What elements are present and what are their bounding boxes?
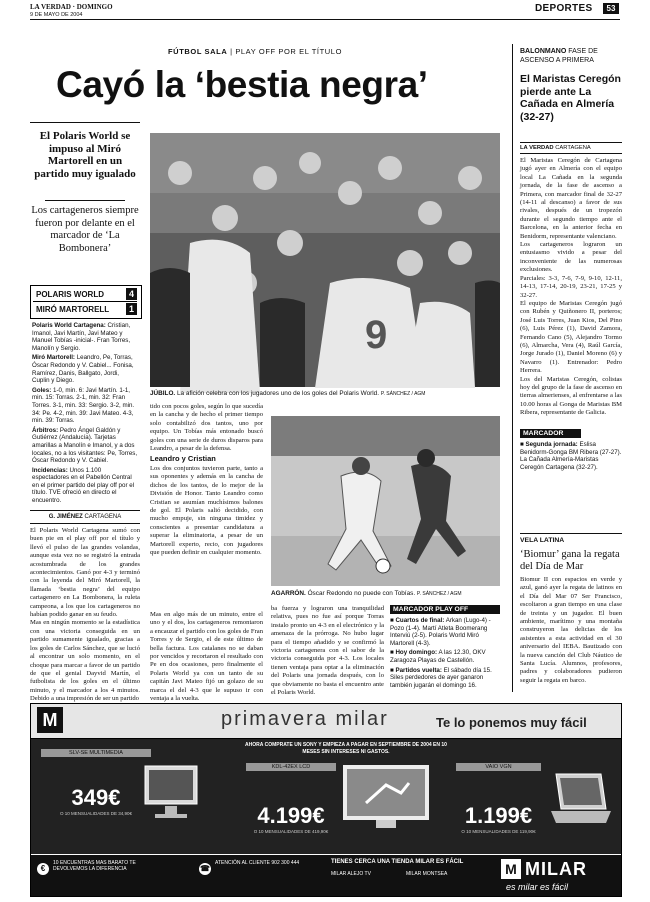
playoff-item: ■ Hoy domingo: A las 12.30, OKV Zaragoza Playas de Castellón. — [390, 649, 486, 664]
kicker-topic: FÚTBOL SALA — [168, 47, 228, 56]
side-score-box: MARCADOR ■ Segunda jornada: Eslisa Benidorm-Gonga BM Ribera (27-27). La Cañada Almería-Maristas Ceregón Cartagena (32-27). — [520, 430, 622, 471]
ad-slogan: Te lo ponemos muy fácil — [436, 715, 587, 730]
playoff-item: ■ Cuartos de final: Arkan (Lugo-4) - Pozo (1-4). Martí Atleta Boomerang Interviú (2-5). Polaris World Miró Martorell (4-3). — [390, 617, 491, 647]
team-name: POLARIS WORLD — [36, 290, 104, 299]
kicker-sub: PLAY OFF POR EL TÍTULO — [235, 47, 343, 56]
milar-m-icon: M — [37, 707, 63, 733]
story-col-2b: Mas en algo más de un minuto, entre el uno y el dos, los cartageneros remontaron a encauzar el partido con los goles de Fran Torres y de Sergio, el de este último de bella factura. Los catalanes no se daban por vencidos y recortaron el resultado con Pe en dos ocasiones, pero finalmente el Polaris World ya con un tanto de su capitán Javi Mateo fijó un golazo de su marca el del 4-3 que le supuso ir con ventaja a la vuelta. — [150, 611, 263, 703]
product-card[interactable] — [41, 749, 151, 844]
vela-headline: ‘Biomur’ gana la regata del Día de Mar — [520, 549, 620, 572]
product-price: 4.199€ — [257, 803, 325, 828]
fact-item: Polaris World Cartagena: Cristian, Imanol, Javi Martín, Javi Mateo y Manuel Tobías -inicial-. Fran Torres, Manolín y Sergio. — [32, 322, 131, 352]
laptop-image — [546, 769, 616, 829]
photo2-caption: AGARRÓN. Óscar Redondo no puede con Tobías. P. SÁNCHEZ / AGM — [271, 590, 462, 597]
subheadline-2: Los cartageneros siempre fueron por delante en el marcador de ‘La Bombonera’ — [31, 205, 139, 254]
story-col-2-top: tido con pocos goles, según lo que sucedía en la cancha y de hecho el primer tiempo solo contabilizó dos tantos, uno por equipo. Un Tobías más entonado buscó goles con una serie de duros disparos para Leandro, a pesar de la defensa. — [150, 403, 263, 453]
product-tag: SLV-SE MULTIMEDIA — [41, 749, 151, 757]
vela-kicker: VELA LATINA — [520, 537, 565, 544]
match-facts — [32, 322, 138, 505]
score-row — [33, 288, 137, 302]
story-col-3: ba fuerza y lograron una tranquilidad relativa, pues no fue así porque Torras instalo pronto un 4-3 en el electrónico y la amenaza de la prórroga. No hubo lugar para el tiempo añadido y se confirmó la victoria cartagenera con el sabor de la victoria conseguida por 4-3. Los locales tienen ventaja para optar a la eliminación del Polaris una jornada después, con lo que obviamente no basta el encuentro ante el Polaris World. — [271, 605, 384, 697]
page-number: 53 — [603, 3, 619, 14]
playoff-item: ■ Partidos vuelta: El sábado día 15. Siles perdedores de ayer ganaron también jugarán el domingo 16. — [390, 666, 492, 689]
fact-item: Goles: 1-0, min. 6: Javi Martín. 1-1, min. 15: Torras. 2-1, min. 32: Fran Torres. 3-1, min. 33: Sergio. 3-2, min. 34: Pe. 4-2, min. 39: Javi Mateo. 4-3, min. 39: Torras. — [32, 386, 135, 425]
story-col-1: El Polaris World Cartagena sumó con buen pie en el play off por el título y llevó el pulso de las grandes volandas, aunque esta vez no se registró la entrada acostumbrada de los grandes acontecimientos. Ganó por 4-3 y terminó con la leyenda del Miró Martorell, la llamada ‘bestia negra’ del equipo cartagenero en La Bombonera, la ruleta campeona, a los que los cartageneros no habían podido ganar en su feudo. Mas en ningún momento se la estadística con una victoria conseguida en un partido sumamente igualado, gracias a los goles de Carlos Sánchez, que se lució al encontrar un solo momento, en el choque para marcar a favor de un partido de que el genial Dayvid Martín, el futbolista de los goles en el último minuto, y el marcador a los 4 minutos. Debido a una impresión de ser un partido — [30, 527, 140, 703]
milar-logo-text: MILAR — [525, 859, 587, 879]
team-name: MIRÓ MARTORELL — [36, 305, 110, 314]
product-price: 1.199€ — [464, 803, 533, 828]
milar-m-icon: M — [501, 859, 521, 879]
byline: G. JIMÉNEZ CARTAGENA — [48, 514, 122, 520]
ad-footer-guarantee: 10 ENCUENTRAS MAS BARATO TE DEVOLVEMOS LA DIFERENCIA — [53, 860, 136, 872]
ad-footer-phone[interactable]: ATENCIÓN AL CLIENTE 902 300 444 — [215, 860, 300, 866]
fact-item: Árbitros: Pedro Ángel Galdón y Gutiérrez (Andalucía). Tarjetas amarillas a Manolín e Imanol, y a dos locales, no a los visitantes: Pe, Torres, Óscar Redondo y V. Cabiel. — [32, 426, 138, 465]
side-story: El Maristas Ceregón de Cartagena jugó ayer en Almería con el equipo local La Cañada en la segunda jornada, de la fase de ascenso a Primera, con marcador final de 32-27 (14-11 al descanso) a favor de sus rivales, después de un tropezón durante el segundo tiempo ante el Barcelona, en la anterior fecha en Benidorm, representante valenciano. Los cartageneros lograron un entusiasmo vivido a pesar del inconveniente de las numerosas exclusiones. Parciales: 3-3, 7-6, 7-9, 9-10, 12-11, 14-13, 17-14, 20-19, 23-21, 17-25 y 32-27. El equipo de Maristas Ceregón jugó con Rubén y Quiñonero II, porteros; José Luis Torres, Juan Kios, Del Pino (6), Luis Pérez (1), David Zamora, Fernando Cano (5), Alejandro Tormo (6), Almarcha, Vera (4), Raúl García, Jorge Jurado (1), Daniel Moreno (6) y Navarro (1). Entrenador: Pedro Herrera. Los del Maristas Ceregón, colistas hoy del grupo de la fase de ascenso en tierras almerienses, al enfrentarse a las 10.00 horas al Gonga de Maristas BM Ribera, representante de Galicia. — [520, 157, 622, 417]
celebration-photo — [150, 133, 500, 387]
main-headline: Cayó la ‘bestia negra’ — [56, 64, 428, 105]
score-box — [30, 285, 142, 319]
svg-text:9: 9 — [365, 313, 388, 357]
product-tag: VAIO VGN — [456, 763, 541, 771]
product-price: 349€ — [71, 785, 121, 810]
fact-item: Miró Martorell: Leandro, Pe, Torras, Óscar Redondo y V. Cabiel... Fonisa, Ramírez, Danis, Ballgato, Jordi, Cuplin y Diego. — [32, 354, 134, 385]
ad-banner: AHORA COMPRATE UN SONY Y EMPIEZA A PAGAR EN SEPTIEMBRE DE 2004 EN 10 MESES SIN INTERESES NI GASTOS. — [245, 742, 447, 755]
product-note: O 10 MENSUALIDADES DE 419,90€ — [253, 829, 329, 834]
ad-top-band — [31, 704, 621, 739]
monitor-image — [141, 764, 201, 819]
product-note: O 10 MENSUALIDADES DE 119,90€ — [461, 829, 536, 834]
side-byline: LA VERDAD CARTAGENA — [520, 145, 591, 151]
page-header: LA VERDAD · DOMINGO 9 DE MAYO DE 2004 DEPORTES 53 — [30, 3, 620, 23]
score-row — [33, 303, 137, 316]
ad-footer-store: TIENES CERCA UNA TIENDA MILAR ES FÁCIL — [331, 859, 464, 865]
action-photo — [271, 416, 500, 586]
phone-icon: ☎ — [200, 864, 210, 873]
store-name: MILAR ALEJO TV — [331, 871, 371, 877]
product-card[interactable] — [246, 763, 336, 843]
playoff-title: MARCADOR PLAY OFF — [390, 605, 500, 614]
team-goals: 4 — [126, 288, 137, 300]
vela-story: Biomur II con espacios en verde y azul, ganó ayer la regata de latinos en el Día del Mar 07 Ser Francisco, escoltaron a gran tiempo en una clase de treinta y un jugador. El buen ambiente, marítimo y una montaña construyeron las delicias de los asistentes a esta actividad en el 30 aniversario del IEBA. Bautizado con la nueva canción del Club Náutico de Santa Lucía. Alumnos, profesores, padres y colaboradores pudieron seguir la regata en barco. — [520, 576, 622, 684]
product-card[interactable] — [456, 763, 541, 843]
milar-logo-sub: es milar es fácil — [506, 882, 569, 892]
playoff-box — [390, 605, 500, 691]
euro-icon: € — [37, 863, 49, 875]
product-tag: KDL-42EX LCD — [246, 763, 336, 771]
side-score-title: MARCADOR — [520, 429, 581, 438]
story-col-2: Los dos conjuntos tuvieron parte, tanto a sus oponentes y además en la cancha de dichos de los tantos, de lo mejor de la División de Honor. Tanto Leandro como Cristian se asumían muchísimos balones de gol. El Polaris salió decidido, con mucho empuje, sin ninguna timidez y conscientes a presentar candidatura a superar la eliminatoria, a pesar de un Martorell experto, recio, con jugadores que pueden definir en cualquier momento. — [150, 465, 263, 557]
store-name: MILAR MONTSEA — [406, 871, 448, 877]
side-kicker: BALONMANO FASE DE ASCENSO A PRIMERA — [520, 48, 598, 64]
ad-main-panel — [31, 739, 621, 854]
milar-logo — [501, 857, 619, 894]
side-headline: El Maristas Ceregón pierde ante La Cañada en Almería (32-27) — [520, 73, 621, 123]
section-label: DEPORTES — [535, 3, 593, 14]
ad-footer — [31, 855, 621, 896]
paper-name: LA VERDAD — [30, 3, 71, 11]
photo1-caption: JÚBILO. La afición celebra con los jugadores uno de los goles del Polaris World. P. SÁNCHEZ / AGM — [150, 390, 426, 397]
team-goals: 1 — [126, 303, 137, 315]
product-note: O 10 MENSUALIDADES DE 34,90€ — [59, 811, 133, 816]
issue-day: DOMINGO — [76, 3, 113, 11]
ad-brand-top: primavera milar — [221, 708, 389, 730]
subheadline-1: El Polaris World se impuso al Miró Martorell en un partido muy igualado — [34, 130, 136, 180]
header-rule — [30, 19, 620, 20]
milar-ad — [30, 703, 622, 897]
story-subhead: Leandro y Cristian — [150, 454, 216, 463]
fact-item: Incidencias: Unos 1.100 espectadores en el Pabellón Central en el primer partido del play off por el título. TVE ofreció en directo el encuentro. — [32, 466, 135, 505]
tv-image — [341, 763, 431, 833]
section-kicker: FÚTBOL SALA | PLAY OFF POR EL TÍTULO — [168, 47, 343, 56]
issue-date: 9 DE MAYO DE 2004 — [30, 12, 83, 18]
